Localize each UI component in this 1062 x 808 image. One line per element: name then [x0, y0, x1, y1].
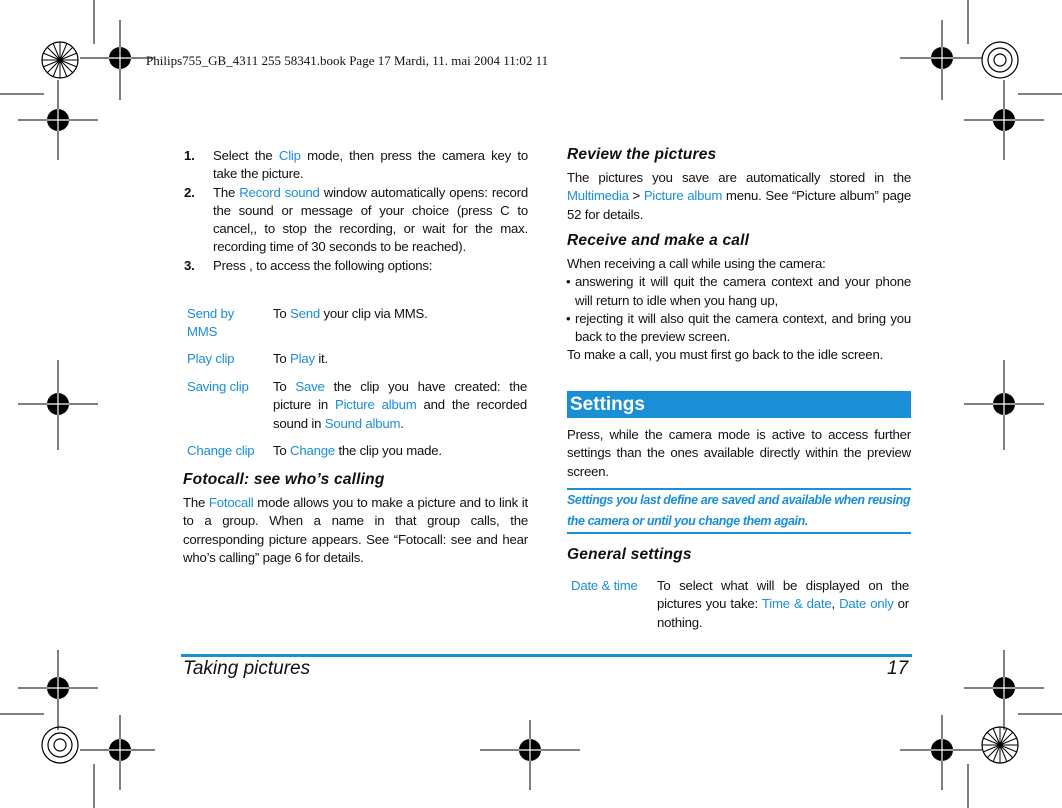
- fotocall-heading: Fotocall: see who’s calling: [183, 471, 385, 488]
- review-paragraph: The pictures you save are automatically stored in the Multimedia > Picture album menu. See “Picture album” page 52 for details.: [567, 170, 911, 222]
- bullet-item: • answering it will quit the camera context and your phone will return to idle when you hang up,: [567, 273, 911, 310]
- date-time-description: To select what will be displayed on the pictures you take: Time & date, Date only or nothing.: [657, 578, 910, 630]
- step-2: 2. The Record sound window automatically opens: record the sound or message of your choice (press C to cancel,, to stop the recording, or wait for the max. recording time of 30 seconds to be reached).: [184, 184, 529, 255]
- step-number: 2.: [184, 184, 195, 200]
- date-time-key: Date & time: [571, 578, 638, 593]
- step-1: 1. Select the Clip mode, then press the camera key to take the picture.: [184, 148, 528, 182]
- record-sound-link: Record sound: [239, 184, 320, 200]
- step-number: 3.: [184, 257, 195, 273]
- settings-section-title: Settings: [567, 391, 911, 418]
- option-key: Play clip: [187, 351, 235, 366]
- option-key: Change clip: [187, 443, 255, 458]
- footer-chapter-title: Taking pictures: [183, 658, 311, 679]
- review-heading: Review the pictures: [567, 146, 717, 163]
- option-key: Send by MMS: [187, 306, 234, 340]
- footer-rule: [181, 654, 912, 657]
- settings-note: Settings you last define are saved and available when reusing the camera or until you change them again.: [567, 493, 911, 528]
- step-3: 3. Press , to access the following options:: [184, 257, 528, 275]
- step-number: 1.: [184, 148, 195, 163]
- c-key-label: C: [500, 202, 510, 218]
- clip-menu-link: Clip: [278, 148, 301, 163]
- left-column: [184, 147, 528, 275]
- settings-paragraph: Press, while the camera mode is active to access further settings than the ones available directly within the preview screen.: [567, 427, 911, 479]
- receive-block: When receiving a call while using the camera: • answering it will quit the camera context and your phone will return to idle when you hang up, • rejecting it will also quit the camera context, and bring you back to the preview screen. To make a call, you must first go back to the idle screen.: [567, 255, 911, 365]
- note-bottom-rule: [567, 532, 911, 534]
- footer-page-number: 17: [887, 658, 909, 679]
- fotocall-paragraph: The Fotocall mode allows you to make a picture and to link it to a group. When a name in that group calls, the corresponding picture appears. See “Fotocall: see and hear who’s calling” page 6 for details.: [183, 495, 528, 565]
- bullet-item: • rejecting it will also quit the camera context, and bring you back to the preview screen.: [567, 310, 911, 347]
- option-key: Saving clip: [187, 379, 249, 394]
- print-header-line: Philips755_GB_4311 255 58341.book Page 17 Mardi, 11. mai 2004 11:02 11: [146, 53, 549, 68]
- general-settings-heading: General settings: [567, 546, 692, 563]
- receive-heading: Receive and make a call: [567, 232, 750, 249]
